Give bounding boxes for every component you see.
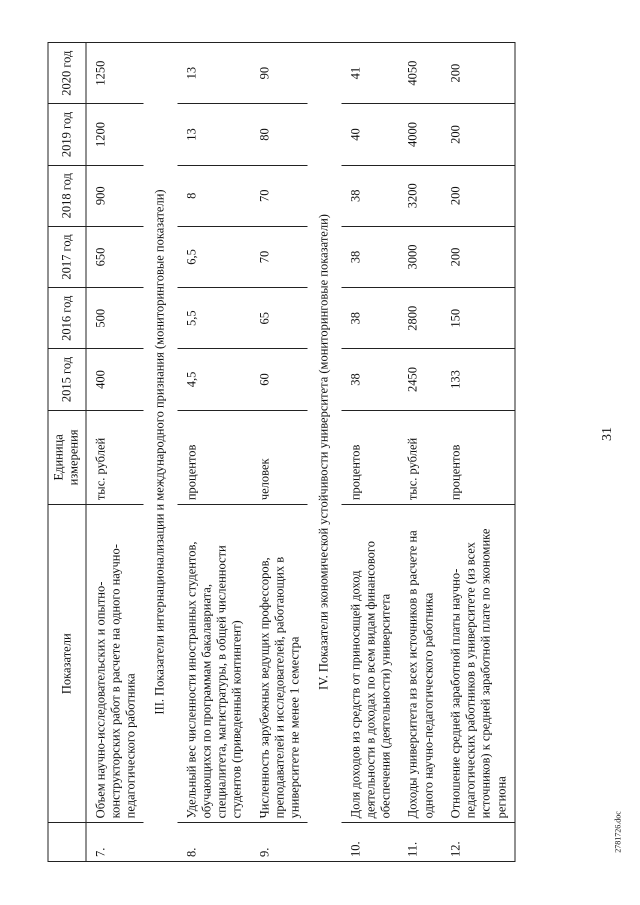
value-cell: 38 bbox=[341, 349, 399, 410]
indicator-text: Объем научно-исследовательских и опытно-конструкторских работ в расчете на одного научно-педагогического работника bbox=[86, 505, 144, 823]
header-year: 2015 год bbox=[48, 349, 86, 410]
value-cell: 4000 bbox=[399, 104, 442, 165]
value-cell: 650 bbox=[86, 226, 144, 287]
value-cell: 38 bbox=[341, 226, 399, 287]
value-cell: 70 bbox=[250, 226, 308, 287]
value-cell: 1250 bbox=[86, 43, 144, 104]
value-cell: 65 bbox=[250, 288, 308, 349]
value-cell: 400 bbox=[86, 349, 144, 410]
unit-cell: тыс. рублей bbox=[399, 410, 442, 505]
value-cell: 13 bbox=[177, 104, 250, 165]
value-cell: 40 bbox=[341, 104, 399, 165]
section-title: III. Показатели интернационализации и международного признания (мониторинговые показатели) bbox=[144, 43, 177, 862]
value-cell: 200 bbox=[441, 226, 515, 287]
unit-cell: тыс. рублей bbox=[86, 410, 144, 505]
row-number: 11. bbox=[399, 823, 442, 862]
section-title: IV. Показатели экономической устойчивости университета (мониторинговые показатели) bbox=[308, 43, 341, 862]
row-number: 7. bbox=[86, 823, 144, 862]
header-unit: Единица измерения bbox=[48, 410, 86, 505]
table-row bbox=[250, 43, 308, 862]
footer-code: 2781726.doc bbox=[613, 811, 623, 853]
value-cell: 1200 bbox=[86, 104, 144, 165]
unit-cell: процентов bbox=[441, 410, 515, 505]
value-cell: 6,5 bbox=[177, 226, 250, 287]
value-cell: 70 bbox=[250, 165, 308, 226]
unit-cell: процентов bbox=[177, 410, 250, 505]
value-cell: 5,5 bbox=[177, 288, 250, 349]
value-cell: 2800 bbox=[399, 288, 442, 349]
unit-cell: человек bbox=[250, 410, 308, 505]
header-num bbox=[48, 823, 86, 862]
section-header-row bbox=[308, 43, 341, 862]
value-cell: 3200 bbox=[399, 165, 442, 226]
table-row bbox=[441, 43, 515, 862]
value-cell: 8 bbox=[177, 165, 250, 226]
table-row bbox=[86, 43, 144, 862]
table-row bbox=[177, 43, 250, 862]
header-indicators: Показатели bbox=[48, 505, 86, 823]
indicators-table bbox=[48, 42, 516, 862]
value-cell: 90 bbox=[250, 43, 308, 104]
value-cell: 500 bbox=[86, 288, 144, 349]
header-year: 2017 год bbox=[48, 226, 86, 287]
value-cell: 4,5 bbox=[177, 349, 250, 410]
header-year: 2020 год bbox=[48, 43, 86, 104]
table-row bbox=[399, 43, 442, 862]
indicator-text: Отношение средней заработной платы научно-педагогических работников в университете (из всех источников) к средней заработной плате по экономике региона bbox=[441, 505, 515, 823]
section-header-row bbox=[144, 43, 177, 862]
page-number: 31 bbox=[600, 427, 615, 441]
value-cell: 133 bbox=[441, 349, 515, 410]
rotated-table-container bbox=[48, 42, 593, 862]
header-year: 2018 год bbox=[48, 165, 86, 226]
value-cell: 200 bbox=[441, 43, 515, 104]
indicator-text: Численность зарубежных ведущих профессоров, преподавателей и исследователей, работающих в университете не менее 1 семестра bbox=[250, 505, 308, 823]
value-cell: 3000 bbox=[399, 226, 442, 287]
value-cell: 4050 bbox=[399, 43, 442, 104]
unit-cell: процентов bbox=[341, 410, 399, 505]
table-row bbox=[341, 43, 399, 862]
indicator-text: Доля доходов из средств от приносящей доход деятельности в доходах по всем видам финансового обеспечения (деятельности) университета bbox=[341, 505, 399, 823]
value-cell: 38 bbox=[341, 288, 399, 349]
value-cell: 200 bbox=[441, 165, 515, 226]
value-cell: 38 bbox=[341, 165, 399, 226]
header-year: 2019 год bbox=[48, 104, 86, 165]
indicator-text: Удельный вес численности иностранных студентов, обучающихся по программам бакалавриата, специалитета, магистратуры, в общей численности студентов (приведенный контингент) bbox=[177, 505, 250, 823]
value-cell: 2450 bbox=[399, 349, 442, 410]
value-cell: 150 bbox=[441, 288, 515, 349]
row-number: 10. bbox=[341, 823, 399, 862]
header-year: 2016 год bbox=[48, 288, 86, 349]
value-cell: 60 bbox=[250, 349, 308, 410]
value-cell: 900 bbox=[86, 165, 144, 226]
value-cell: 200 bbox=[441, 104, 515, 165]
row-number: 9. bbox=[250, 823, 308, 862]
value-cell: 13 bbox=[177, 43, 250, 104]
row-number: 12. bbox=[441, 823, 515, 862]
table-header-row bbox=[48, 43, 86, 862]
value-cell: 80 bbox=[250, 104, 308, 165]
value-cell: 41 bbox=[341, 43, 399, 104]
indicator-text: Доходы университета из всех источников в расчете на одного научно-педагогического работника bbox=[399, 505, 442, 823]
row-number: 8. bbox=[177, 823, 250, 862]
